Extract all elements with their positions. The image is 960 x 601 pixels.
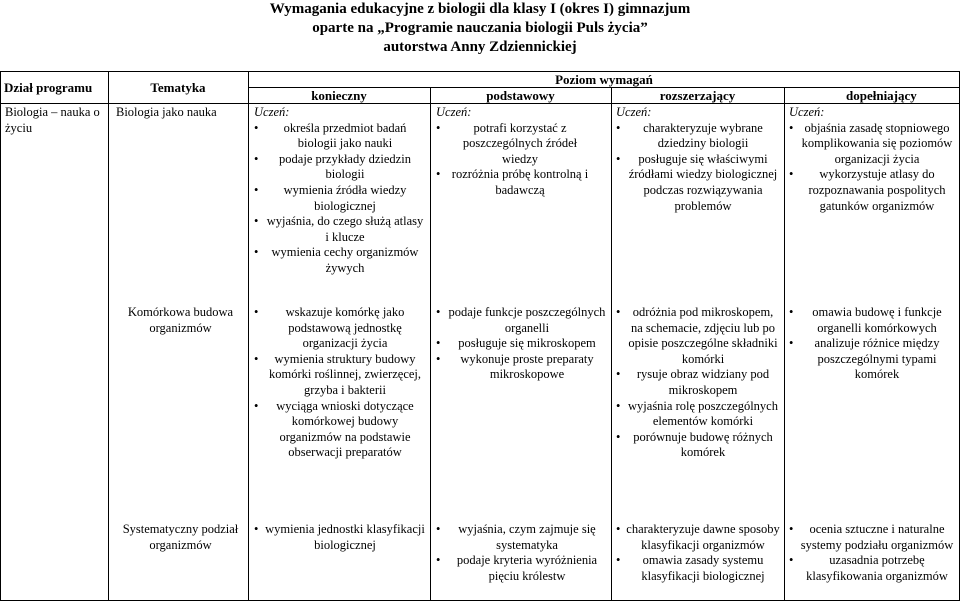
row3-tematyka: Systematyczny podział organizmów (122, 522, 239, 552)
col-divider-1 (108, 71, 109, 601)
list-item: • uzasadnia potrzebę klasyfikowania organizmów (789, 553, 955, 584)
col-divider-5 (784, 87, 785, 601)
header-poziom: Poziom wymagań (555, 72, 653, 87)
list-item: • porównuje budowę różnych komórek (616, 430, 780, 461)
list-item: • wyjaśnia rolę poszczególnych elementów komórki (616, 399, 780, 430)
row1-konieczny-list (254, 121, 426, 277)
row3-dopelniajacy (789, 522, 955, 584)
row3-dopelniajacy-list (789, 522, 955, 584)
list-item: • objaśnia zasadę stopniowego komplikowania się poziomów organizacji życia (789, 121, 955, 168)
row2-dopelniajacy (789, 305, 955, 383)
list-item: • podaje przykłady dziedzin biologii (254, 152, 426, 183)
list-item: • rozróżnia próbę kontrolną i badawczą (436, 167, 594, 198)
list-item: • wymienia źródła wiedzy biologicznej (254, 183, 426, 214)
header-tematyka: Tematyka (150, 80, 206, 95)
header-rozszerzajacy: rozszerzający (659, 88, 736, 103)
list-item: • podaje funkcje poszczególnych organelli (436, 305, 608, 336)
title-line-2: oparte na „Programie nauczania biologii Puls życia” (312, 20, 648, 36)
list-item: • wyjaśnia, czym zajmuje się systematyka (436, 522, 608, 553)
row3-podstawowy (436, 522, 608, 584)
list-item: • potrafi korzystać z poszczególnych źródeł wiedzy (436, 121, 594, 168)
row2-rozszerzajacy-list (616, 305, 780, 461)
list-item: • określa przedmiot badań biologii jako nauki (254, 121, 426, 152)
row1-konieczny-intro: Uczeń: (254, 105, 290, 119)
row1-rozszerzajacy-list (616, 121, 780, 215)
row2-konieczny-list (254, 305, 426, 461)
list-item: • wymienia cechy organizmów żywych (254, 245, 426, 276)
list-item: • wymienia struktury budowy komórki roślinnej, zwierzęcej, grzyba i bakterii (254, 352, 426, 399)
list-item: • posługuje się mikroskopem (436, 336, 608, 352)
col-divider-4 (611, 87, 612, 601)
header-podstawowy: podstawowy (486, 88, 555, 103)
list-item: • posługuje się właściwymi źródłami wiedzy biologicznej podczas rozwiązywania problemów (616, 152, 780, 214)
row2-podstawowy (436, 305, 608, 383)
list-item: • odróżnia pod mikroskopem, na schemacie, zdjęciu lub po opisie poszczególne składniki komórki (616, 305, 780, 367)
list-item: • wymienia jednostki klasyfikacji biologicznej (254, 522, 426, 553)
header-dzial: Dział programu (4, 80, 93, 95)
row1-dopelniajacy-list (789, 121, 955, 215)
row1-podstawowy-list (436, 121, 594, 199)
row3-rozszerzajacy-list (616, 522, 780, 584)
table-left-border (0, 71, 1, 601)
header-dopelniajacy: dopełniający (846, 88, 917, 103)
list-item: • rysuje obraz widziany pod mikroskopem (616, 367, 780, 398)
row1-tematyka: Biologia jako nauka (116, 105, 217, 119)
row3-konieczny-list (254, 522, 426, 553)
col-divider-3 (430, 87, 431, 601)
list-item: • wskazuje komórkę jako podstawową jednostkę organizacji życia (254, 305, 426, 352)
row1-rozszerzajacy (616, 105, 780, 214)
col-divider-2 (248, 71, 249, 601)
title-line-3: autorstwa Anny Zdziennickiej (383, 39, 577, 55)
row1-podstawowy-intro: Uczeń: (436, 105, 472, 119)
row2-podstawowy-list (436, 305, 608, 383)
list-item: • wyciąga wnioski dotyczące komórkowej budowy organizmów na podstawie obserwacji preparatów (254, 399, 426, 461)
list-item: • podaje kryteria wyróżnienia pięciu królestw (436, 553, 608, 584)
row3-konieczny (254, 522, 426, 553)
row3-rozszerzajacy (616, 522, 780, 584)
list-item: • wykorzystuje atlasy do rozpoznawania pospolitych gatunków organizmów (789, 167, 955, 214)
row2-tematyka: Komórkowa budowa organizmów (127, 305, 234, 335)
list-item: • omawia zasady systemu klasyfikacji biologicznej (616, 553, 780, 584)
row3-podstawowy-list (436, 522, 608, 584)
row2-dopelniajacy-list (789, 305, 955, 383)
row1-dzial: Biologia – nauka o życiu (5, 105, 100, 135)
header-konieczny: konieczny (311, 88, 367, 103)
row1-dopelniajacy (789, 105, 955, 214)
row1-podstawowy (436, 105, 594, 199)
row1-konieczny (254, 105, 426, 277)
list-item: • wyjaśnia, do czego służą atlasy i klucze (254, 214, 426, 245)
list-item: • wykonuje proste preparaty mikroskopowe (436, 352, 608, 383)
row1-rozszerzajacy-intro: Uczeń: (616, 105, 652, 119)
row2-konieczny (254, 305, 426, 461)
list-item: • ocenia sztuczne i naturalne systemy podziału organizmów (789, 522, 955, 553)
document-title (0, 0, 960, 57)
row2-rozszerzajacy (616, 305, 780, 461)
list-item: • analizuje różnice między poszczególnymi typami komórek (789, 336, 955, 383)
list-item: • omawia budowę i funkcje organelli komórkowych (789, 305, 955, 336)
list-item: • charakteryzuje wybrane dziedziny biologii (616, 121, 780, 152)
list-item: • charakteryzuje dawne sposoby klasyfikacji organizmów (616, 522, 780, 553)
row1-dopelniajacy-intro: Uczeń: (789, 105, 825, 119)
title-line-1: Wymagania edukacyjne z biologii dla klasy I (okres I) gimnazjum (269, 1, 691, 17)
